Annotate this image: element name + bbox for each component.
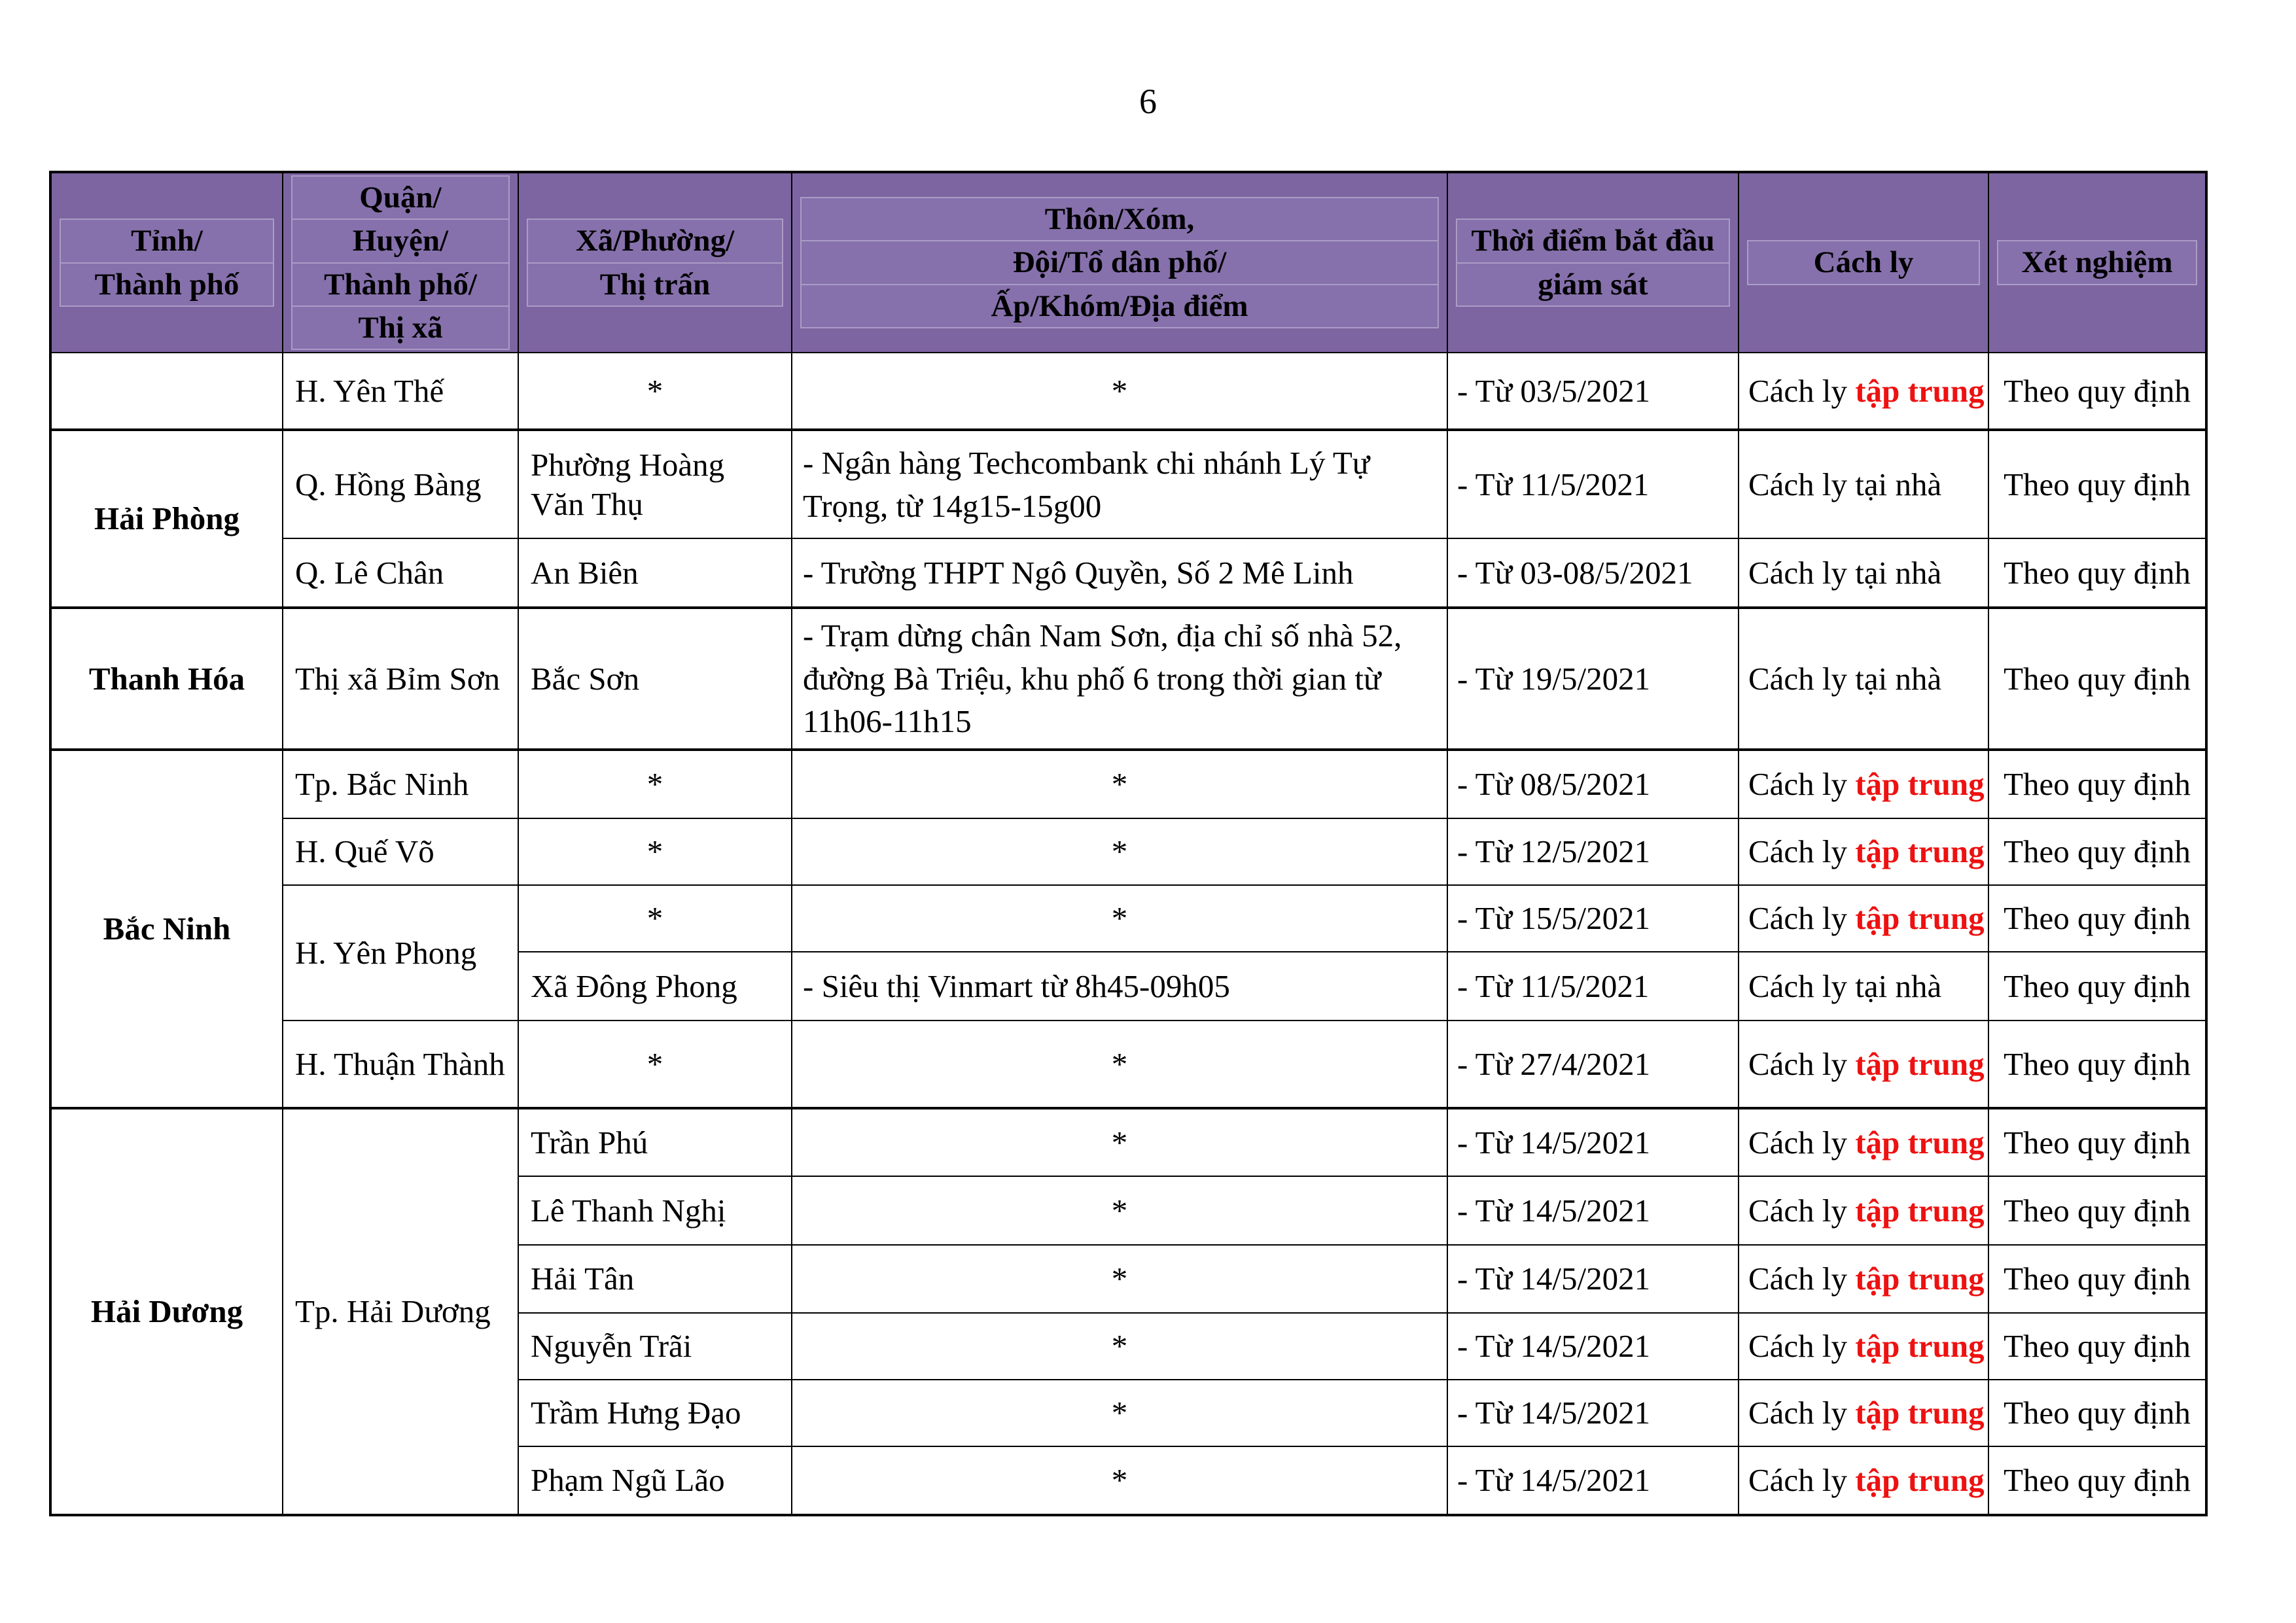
header-cell-province: [50, 172, 283, 353]
header-box: [792, 173, 1447, 352]
header-box: [1989, 173, 2205, 352]
table-row: [50, 818, 2206, 885]
cell-province: [50, 353, 283, 430]
quarantine-text: Cách ly: [1748, 900, 1856, 937]
cell-quarantine: [1739, 1108, 1988, 1176]
table-row: [50, 1021, 2206, 1108]
header-box: [1739, 173, 1988, 352]
cell-start-date: - Từ 14/5/2021: [1447, 1176, 1739, 1245]
cell-ward: Trầm Hưng Đạo: [518, 1380, 792, 1446]
cell-start-date: - Từ 19/5/2021: [1447, 608, 1739, 750]
quarantine-text: Cách ly: [1748, 766, 1856, 803]
cell-test: Theo quy định: [1988, 750, 2206, 818]
quarantine-text: Cách ly: [1748, 1395, 1856, 1431]
cell-start-date: - Từ 14/5/2021: [1447, 1108, 1739, 1176]
quarantine-emphasis: tập trung: [1855, 900, 1985, 937]
table-row: [50, 353, 2206, 430]
quarantine-emphasis: tập trung: [1855, 372, 1985, 409]
cell-test: Theo quy định: [1988, 1245, 2206, 1313]
cell-start-date: - Từ 11/5/2021: [1447, 952, 1739, 1021]
cell-ward: Trần Phú: [518, 1108, 792, 1176]
table-row: [50, 430, 2206, 538]
monitoring-table: [49, 171, 2208, 1516]
header-box: [52, 173, 282, 352]
cell-province: Thanh Hóa: [50, 608, 283, 750]
cell-ward: *: [518, 353, 792, 430]
cell-quarantine: [1739, 1176, 1988, 1245]
cell-start-date: - Từ 14/5/2021: [1447, 1380, 1739, 1446]
header-line: Đội/Tổ dân phố/: [800, 240, 1439, 285]
quarantine-text: Cách ly: [1748, 1045, 1856, 1082]
header-cell-location: [792, 172, 1447, 353]
quarantine-emphasis: tập trung: [1855, 1462, 1985, 1499]
cell-ward: Xã Đông Phong: [518, 952, 792, 1021]
cell-quarantine: [1739, 952, 1988, 1021]
cell-start-date: - Từ 11/5/2021: [1447, 430, 1739, 538]
table-row: [50, 538, 2206, 608]
header-cell-ward: [518, 172, 792, 353]
cell-ward: *: [518, 818, 792, 885]
cell-location: *: [792, 818, 1447, 885]
cell-district: Q. Hồng Bàng: [283, 430, 518, 538]
table-row: [50, 608, 2206, 750]
cell-test: Theo quy định: [1988, 1313, 2206, 1380]
cell-start-date: - Từ 08/5/2021: [1447, 750, 1739, 818]
header-line: Tỉnh/: [60, 218, 274, 263]
cell-location: *: [792, 1446, 1447, 1515]
cell-location: - Siêu thị Vinmart từ 8h45-09h05: [792, 952, 1447, 1021]
quarantine-emphasis: tập trung: [1855, 1124, 1985, 1161]
header-line: Thành phố/: [291, 262, 510, 307]
cell-location: - Trường THPT Ngô Quyền, Số 2 Mê Linh: [792, 538, 1447, 608]
header-row: [50, 172, 2206, 353]
cell-start-date: - Từ 03/5/2021: [1447, 353, 1739, 430]
quarantine-text: Cách ly: [1748, 1462, 1856, 1499]
cell-ward: Lê Thanh Nghị: [518, 1176, 792, 1245]
quarantine-text: Cách ly tại nhà: [1748, 466, 1942, 502]
header-line: Thời điểm bắt đầu: [1456, 218, 1730, 263]
cell-quarantine: [1739, 1446, 1988, 1515]
quarantine-text: Cách ly: [1748, 1261, 1856, 1297]
quarantine-text: Cách ly: [1748, 833, 1856, 870]
cell-test: Theo quy định: [1988, 608, 2206, 750]
cell-test: Theo quy định: [1988, 538, 2206, 608]
cell-test: Theo quy định: [1988, 353, 2206, 430]
header-line: Quận/: [291, 175, 510, 220]
cell-start-date: - Từ 14/5/2021: [1447, 1313, 1739, 1380]
cell-quarantine: [1739, 608, 1988, 750]
cell-location: *: [792, 1380, 1447, 1446]
header-line: Thị trấn: [527, 262, 783, 307]
cell-district: Tp. Hải Dương: [283, 1108, 518, 1515]
cell-location: *: [792, 1313, 1447, 1380]
cell-test: Theo quy định: [1988, 1108, 2206, 1176]
cell-quarantine: [1739, 1380, 1988, 1446]
cell-quarantine: [1739, 538, 1988, 608]
page-number: 6: [1139, 82, 1157, 121]
header-line: Ấp/Khóm/Địa điểm: [800, 284, 1439, 328]
header-line: giám sát: [1456, 262, 1730, 307]
quarantine-text: Cách ly tại nhà: [1748, 660, 1942, 697]
cell-location: - Ngân hàng Techcombank chi nhánh Lý Tự Trọng, từ 14g15-15g00: [792, 430, 1447, 538]
cell-start-date: - Từ 14/5/2021: [1447, 1446, 1739, 1515]
cell-test: Theo quy định: [1988, 885, 2206, 952]
cell-ward: *: [518, 750, 792, 818]
cell-ward: *: [518, 1021, 792, 1108]
cell-district: Tp. Bắc Ninh: [283, 750, 518, 818]
cell-ward: *: [518, 885, 792, 952]
cell-province: Hải Phòng: [50, 430, 283, 608]
cell-start-date: - Từ 15/5/2021: [1447, 885, 1739, 952]
quarantine-emphasis: tập trung: [1855, 1261, 1985, 1297]
cell-test: Theo quy định: [1988, 1021, 2206, 1108]
cell-location: *: [792, 885, 1447, 952]
quarantine-emphasis: tập trung: [1855, 1328, 1985, 1365]
header-line: Xét nghiệm: [1997, 240, 2197, 285]
header-line: Thôn/Xóm,: [800, 197, 1439, 241]
cell-district: Thị xã Bỉm Sơn: [283, 608, 518, 750]
cell-test: Theo quy định: [1988, 818, 2206, 885]
quarantine-emphasis: tập trung: [1855, 833, 1985, 870]
header-line: Cách ly: [1747, 240, 1980, 285]
cell-start-date: - Từ 14/5/2021: [1447, 1245, 1739, 1313]
cell-location: *: [792, 1245, 1447, 1313]
cell-location: *: [792, 353, 1447, 430]
header-cell-start-date: [1447, 172, 1739, 353]
cell-location: *: [792, 750, 1447, 818]
cell-quarantine: [1739, 1245, 1988, 1313]
quarantine-text: Cách ly: [1748, 1124, 1856, 1161]
cell-ward: Phường Hoàng Văn Thụ: [518, 430, 792, 538]
cell-district: Q. Lê Chân: [283, 538, 518, 608]
cell-start-date: - Từ 12/5/2021: [1447, 818, 1739, 885]
quarantine-emphasis: tập trung: [1855, 766, 1985, 803]
quarantine-text: Cách ly tại nhà: [1748, 554, 1942, 591]
cell-start-date: - Từ 27/4/2021: [1447, 1021, 1739, 1108]
cell-quarantine: [1739, 885, 1988, 952]
table-row: [50, 1108, 2206, 1176]
cell-quarantine: [1739, 818, 1988, 885]
quarantine-emphasis: tập trung: [1855, 1395, 1985, 1431]
cell-start-date: - Từ 03-08/5/2021: [1447, 538, 1739, 608]
cell-district: H. Quế Võ: [283, 818, 518, 885]
cell-ward: Hải Tân: [518, 1245, 792, 1313]
header-cell-district: [283, 172, 518, 353]
header-box: [519, 173, 791, 352]
quarantine-text: Cách ly: [1748, 372, 1856, 409]
header-line: Thành phố: [60, 262, 274, 307]
cell-province: Hải Dương: [50, 1108, 283, 1515]
header-box: [283, 173, 518, 352]
cell-district: H. Yên Thế: [283, 353, 518, 430]
cell-quarantine: [1739, 750, 1988, 818]
cell-quarantine: [1739, 353, 1988, 430]
header-line: Huyện/: [291, 218, 510, 263]
header-line: Thị xã: [291, 305, 510, 350]
cell-test: Theo quy định: [1988, 952, 2206, 1021]
cell-quarantine: [1739, 430, 1988, 538]
cell-location: *: [792, 1021, 1447, 1108]
cell-ward: Phạm Ngũ Lão: [518, 1446, 792, 1515]
cell-quarantine: [1739, 1313, 1988, 1380]
quarantine-emphasis: tập trung: [1855, 1045, 1985, 1082]
header-cell-test: [1988, 172, 2206, 353]
table-row: [50, 750, 2206, 818]
cell-ward: Nguyễn Trãi: [518, 1313, 792, 1380]
quarantine-emphasis: tập trung: [1855, 1192, 1985, 1229]
cell-ward: An Biên: [518, 538, 792, 608]
cell-district: H. Yên Phong: [283, 885, 518, 1021]
cell-test: Theo quy định: [1988, 1446, 2206, 1515]
cell-quarantine: [1739, 1021, 1988, 1108]
table-row: [50, 885, 2206, 952]
cell-province: Bắc Ninh: [50, 750, 283, 1108]
header-cell-quarantine: [1739, 172, 1988, 353]
cell-location: *: [792, 1108, 1447, 1176]
header-box: [1448, 173, 1738, 352]
cell-test: Theo quy định: [1988, 430, 2206, 538]
cell-test: Theo quy định: [1988, 1380, 2206, 1446]
quarantine-text: Cách ly: [1748, 1328, 1856, 1365]
cell-test: Theo quy định: [1988, 1176, 2206, 1245]
cell-district: H. Thuận Thành: [283, 1021, 518, 1108]
quarantine-text: Cách ly tại nhà: [1748, 968, 1942, 1004]
quarantine-text: Cách ly: [1748, 1192, 1856, 1229]
cell-location: *: [792, 1176, 1447, 1245]
cell-location: - Trạm dừng chân Nam Sơn, địa chỉ số nhà 52, đường Bà Triệu, khu phố 6 trong thời gian từ 11h06-11h15: [792, 608, 1447, 750]
header-line: Xã/Phường/: [527, 218, 783, 263]
cell-ward: Bắc Sơn: [518, 608, 792, 750]
